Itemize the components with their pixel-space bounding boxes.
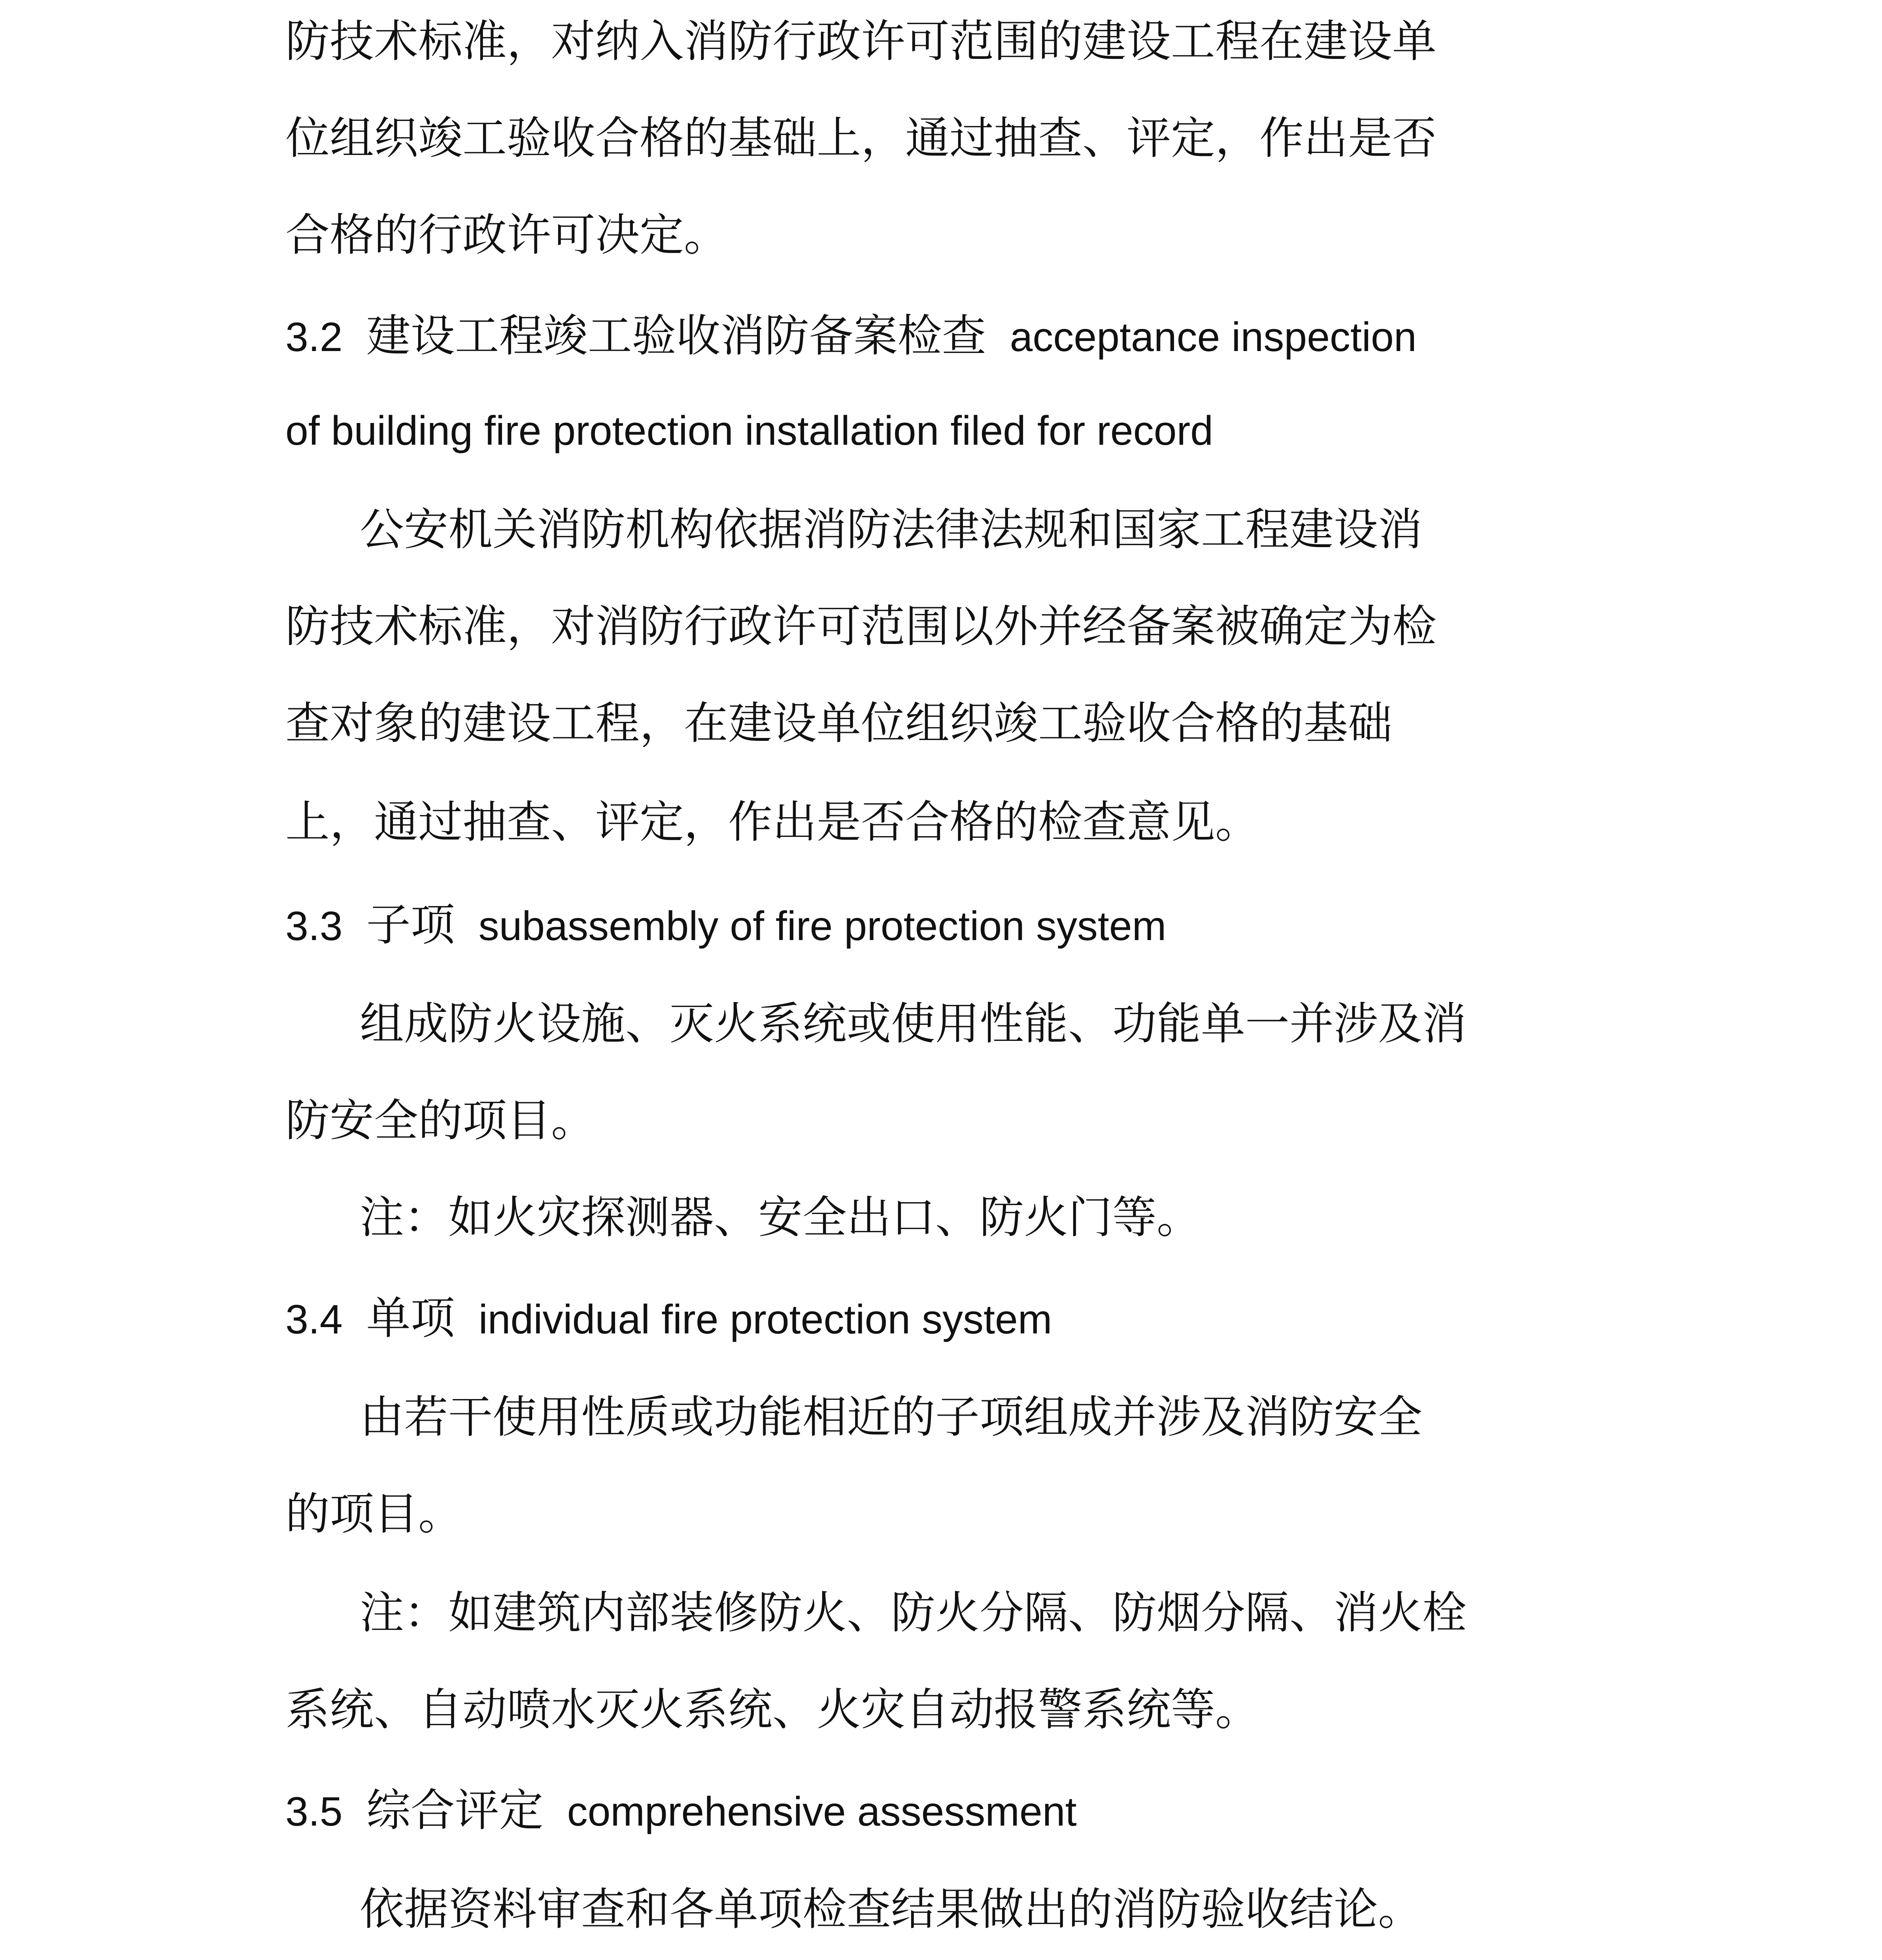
section-3-2-body-line-2: 防技术标准，对消防行政许可范围以外并经备案被确定为检 — [285, 601, 1437, 652]
section-3-3-body-line-2: 防安全的项目。 — [285, 1095, 595, 1146]
section-3-2-body-line-3: 查对象的建设工程，在建设单位组织竣工验收合格的基础 — [285, 698, 1392, 749]
section-number: 3.5 — [285, 1789, 343, 1835]
section-term: 单项 — [366, 1293, 455, 1344]
section-english-term: subassembly of fire protection system — [478, 903, 1167, 949]
section-3-4-body-line-1: 由若干使用性质或功能相近的子项组成并涉及消防安全 — [360, 1392, 1422, 1443]
intro-line-3: 合格的行政许可决定。 — [285, 210, 728, 261]
section-english-term: individual fire protection system — [478, 1297, 1052, 1343]
section-3-2-english-continuation: of building fire protection installation filed for record — [285, 408, 1214, 454]
section-3-4-body-line-2: 的项目。 — [285, 1488, 462, 1540]
section-number: 3.2 — [285, 314, 343, 360]
section-3-3-body-line-1: 组成防火设施、灭火系统或使用性能、功能单一并涉及消 — [360, 998, 1467, 1050]
section-3-5-body-line-1: 依据资料审查和各单项检查结果做出的消防验收结论。 — [360, 1884, 1422, 1935]
section-3-4-note-line-1: 注：如建筑内部装修防火、防火分隔、防烟分隔、消火栓 — [360, 1587, 1467, 1639]
intro-line-2: 位组织竣工验收合格的基础上，通过抽查、评定，作出是否 — [285, 113, 1437, 164]
section-3-2-body-line-1: 公安机关消防机构依据消防法律法规和国家工程建设消 — [360, 504, 1422, 555]
section-3-4-note-line-2: 系统、自动喷水灭火系统、火灾自动报警系统等。 — [285, 1684, 1259, 1735]
section-number: 3.4 — [285, 1297, 343, 1343]
section-3-3-heading — [285, 895, 1166, 955]
section-english-term: comprehensive assessment — [567, 1789, 1077, 1835]
document-page — [285, 0, 1606, 1960]
section-3-2-heading — [285, 306, 1417, 366]
section-term: 综合评定 — [366, 1785, 544, 1836]
section-3-4-heading — [285, 1289, 1052, 1348]
section-term: 建设工程竣工验收消防备案检查 — [366, 310, 986, 362]
section-term: 子项 — [366, 899, 455, 951]
section-english-term: acceptance inspection — [1010, 314, 1417, 360]
section-3-3-note: 注：如火灾探测器、安全出口、防火门等。 — [360, 1192, 1201, 1243]
section-number: 3.3 — [285, 903, 343, 949]
section-3-5-heading — [285, 1781, 1077, 1840]
section-3-2-body-line-4: 上，通过抽查、评定，作出是否合格的检查意见。 — [285, 797, 1259, 848]
intro-line-1: 防技术标准，对纳入消防行政许可范围的建设工程在建设单 — [285, 16, 1437, 67]
